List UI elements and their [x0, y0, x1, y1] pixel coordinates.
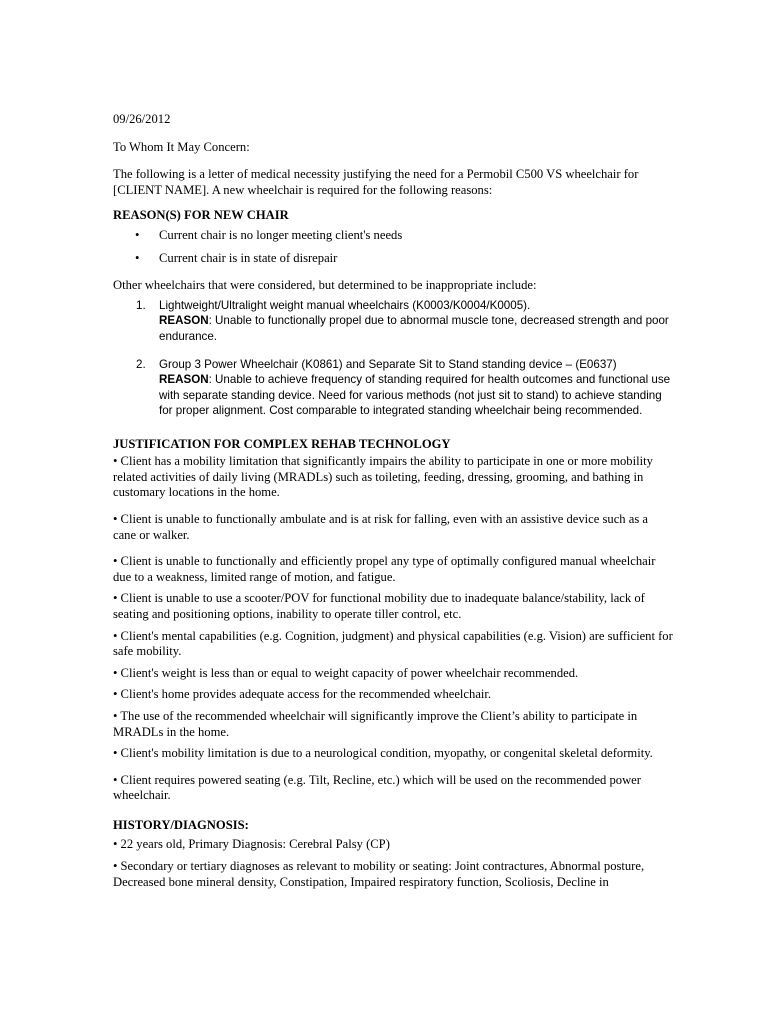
- reason-text: Current chair is in state of disrepair: [159, 250, 338, 265]
- letter-date: 09/26/2012: [113, 112, 171, 126]
- justification-item: • Client has a mobility limitation that significantly impairs the ability to participate in one or more mobility related activities of daily living (MRADLs) such as toileting, feeding, dressing, grooming, and bathing in customary locations in the home.: [113, 454, 653, 500]
- item-number: 1.: [136, 298, 146, 312]
- justification-item: • Client is unable to functionally and efficiently propel any type of optimally configured manual wheelchair due to a weakness, limited range of motion, and fatigue.: [113, 554, 656, 584]
- justification-item: • The use of the recommended wheelchair will significantly improve the Client’s ability to participate in MRADLs in the home.: [113, 708, 638, 739]
- letter-page: [113, 112, 673, 896]
- history-item: • Secondary or tertiary diagnoses as relevant to mobility or seating: Joint contractures, Abnormal posture, Decreased bone mineral density, Constipation, Impaired respiratory function, Scoliosis, Decline in: [113, 859, 645, 889]
- reason-text: Current chair is no longer meeting client's needs: [159, 227, 403, 242]
- alternative-reason: [159, 313, 673, 344]
- justification-heading: JUSTIFICATION FOR COMPLEX REHAB TECHNOLOGY: [113, 436, 451, 451]
- reason-text: : Unable to achieve frequency of standing required for health outcomes and functional use with separate standing device. Need for various methods (not just sit to stand) to achieve standing for proper alignment. Cost comparable to integrated standing wheelchair being recommended.: [159, 373, 671, 418]
- justification-item: • Client is unable to use a scooter/POV for functional mobility due to inadequate balance/stability, lack of seating and positioning options, inability to operate tiller control, etc.: [113, 591, 645, 621]
- item-number: 2.: [136, 357, 146, 371]
- alternatives-list: [113, 298, 673, 419]
- list-item: [113, 357, 673, 419]
- justification-item: • Client's mental capabilities (e.g. Cognition, judgment) and physical capabilities (e.g. Vision) are sufficient for safe mobility.: [113, 628, 673, 659]
- reasons-heading: REASON(S) FOR NEW CHAIR: [113, 208, 289, 223]
- alternative-title: Group 3 Power Wheelchair (K0861) and Separate Sit to Stand standing device – (E0637): [159, 357, 617, 371]
- justification-item: • Client's home provides adequate access for the recommended wheelchair.: [113, 687, 492, 702]
- considered-intro: Other wheelchairs that were considered, but determined to be inappropriate include:: [113, 278, 537, 293]
- reasons-list: [113, 228, 673, 266]
- bullet-icon: •: [135, 227, 140, 242]
- letter-intro: The following is a letter of medical necessity justifying the need for a Permobil C500 VS wheelchair for [CLIENT NAME]. A new wheelchair is required for the following reasons:: [113, 167, 639, 197]
- history-item: • 22 years old, Primary Diagnosis: Cerebral Palsy (CP): [113, 837, 390, 852]
- bullet-icon: •: [135, 250, 140, 265]
- justification-item: • Client is unable to functionally ambulate and is at risk for falling, even with an assistive device such as a cane or walker.: [113, 511, 648, 542]
- alternative-reason: [159, 372, 673, 418]
- justification-item: • Client requires powered seating (e.g. Tilt, Recline, etc.) which will be used on the recommended power wheelchair.: [113, 772, 641, 803]
- list-item: [113, 228, 673, 244]
- history-heading: HISTORY/DIAGNOSIS:: [113, 817, 249, 832]
- reason-label: REASON: [159, 373, 209, 387]
- reason-label: REASON: [159, 314, 209, 328]
- letter-greeting: To Whom It May Concern:: [113, 139, 250, 154]
- justification-item: • Client's mobility limitation is due to a neurological condition, myopathy, or congenital skeletal deformity.: [113, 746, 653, 761]
- reason-text: : Unable to functionally propel due to abnormal muscle tone, decreased strength and poor endurance.: [159, 314, 669, 343]
- alternative-title: Lightweight/Ultralight weight manual wheelchairs (K0003/K0004/K0005).: [159, 298, 531, 312]
- list-item: [113, 251, 673, 267]
- list-item: [113, 298, 673, 344]
- justification-item: • Client's weight is less than or equal to weight capacity of power wheelchair recommended.: [113, 665, 579, 680]
